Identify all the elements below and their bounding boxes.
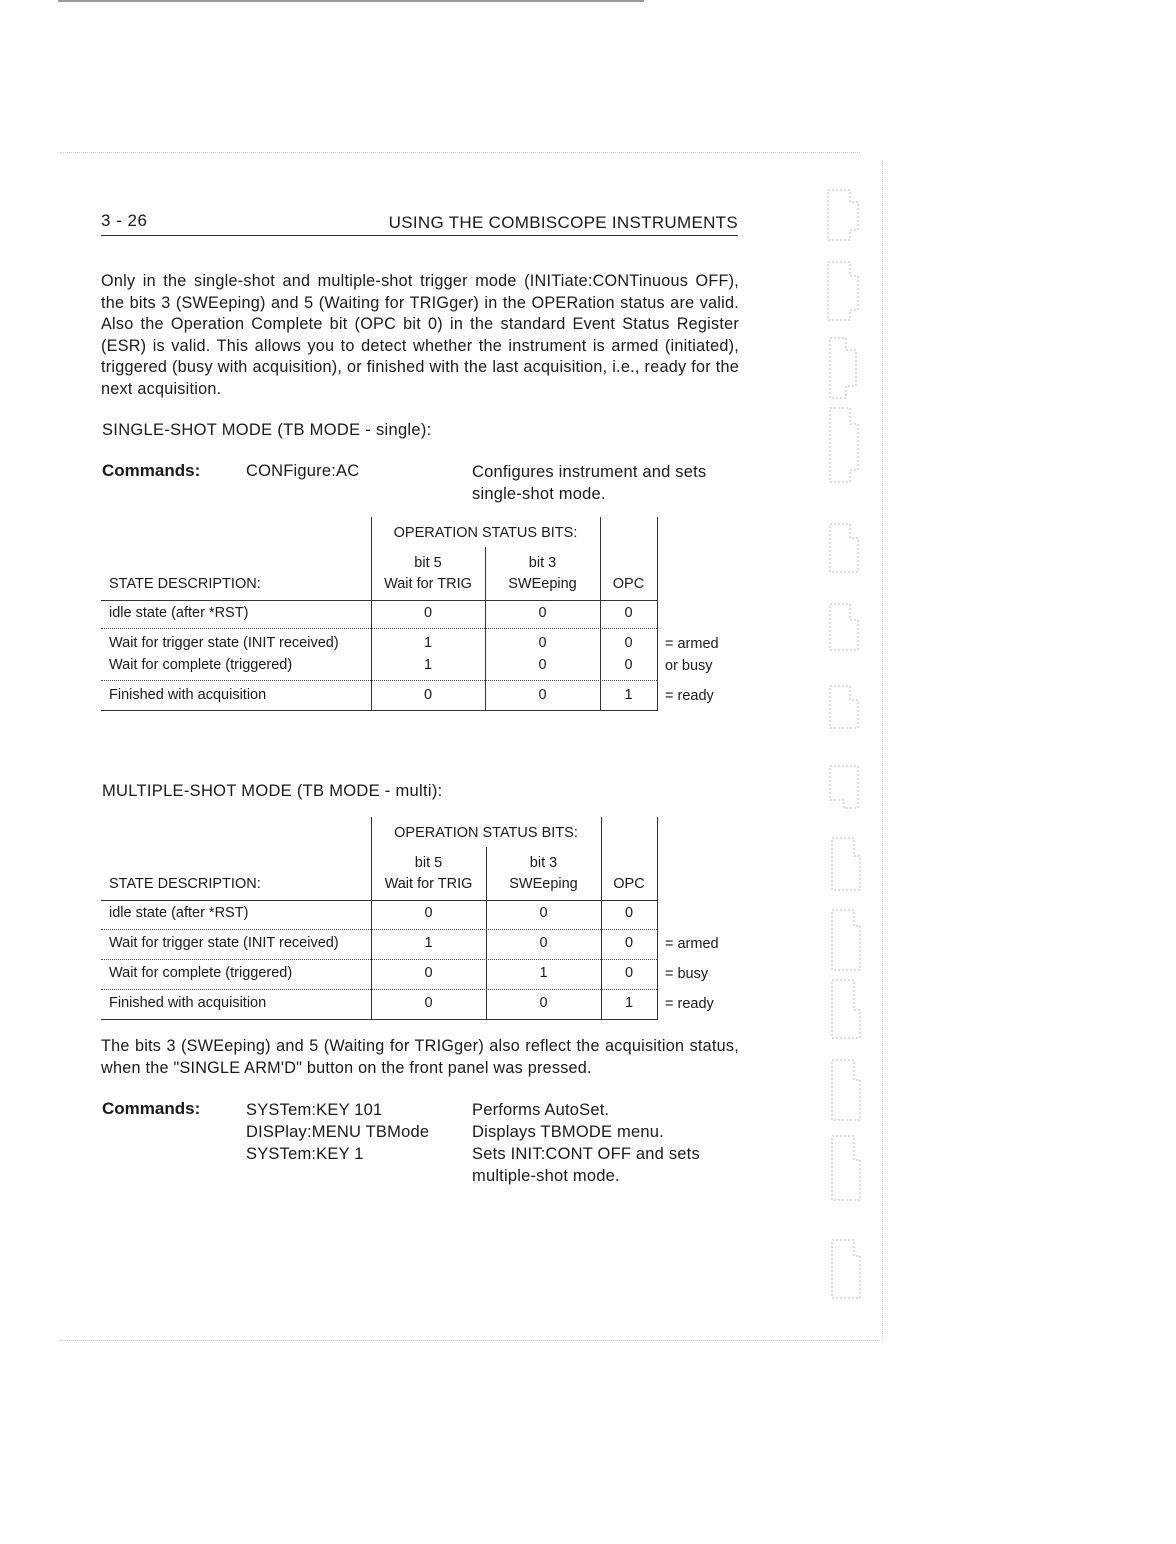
command-description-line: Configures instrument and sets [472,463,707,481]
group-header: OPERATION STATUS BITS: [394,825,578,841]
column-header: bit 5 [414,855,443,871]
command-description [472,461,742,505]
table-cell: 0 [424,965,433,981]
column-header: OPC [613,876,645,892]
table-cell: 0 [423,605,433,621]
table-rule [101,900,657,901]
closing-paragraph: The bits 3 (SWEeping) and 5 (Waiting for TRIGger) also reflect the acquisition status, when the "SINGLE ARM'D" button on the front panel was pressed. [101,1037,739,1077]
state-note: or busy [665,658,713,674]
table-cell: 1 [539,965,548,981]
table-cell: 0 [624,635,633,651]
state-note: = armed [665,636,719,652]
table-cell: 0 [539,905,548,921]
table-row-label: idle state (after *RST) [109,605,249,621]
table-row-label: Finished with acquisition [109,687,267,703]
command-code: SYSTem:KEY 1 [246,1145,364,1163]
table-row-label: Wait for trigger state (INIT received) [109,635,339,651]
scan-edge-line [58,0,644,2]
command-description: multiple-shot mode. [472,1167,620,1185]
table-row-label: Wait for trigger state (INIT received) [109,935,339,951]
table-cell: 0 [624,605,633,621]
table-cell: 1 [423,635,433,651]
commands-label: Commands: [102,461,201,480]
commands-label: Commands: [102,1099,201,1118]
table-divider [657,817,658,1020]
table-rule [101,628,657,629]
state-note: = busy [665,966,709,982]
table-cell: 0 [424,995,433,1011]
table-rule [101,959,657,960]
multi-shot-heading: MULTIPLE-SHOT MODE (TB MODE - multi): [102,782,443,800]
table-rule [101,989,657,990]
table-rule [101,710,657,711]
table-cell: 0 [624,905,634,921]
table-cell: 1 [423,657,433,673]
table-rule [101,929,657,930]
table-rule [101,680,657,681]
table-cell: 0 [423,687,433,703]
intro-paragraph: Only in the single-shot and multiple-shot trigger mode (INITiate:CONTinuous OFF), the bits 3 (SWEeping) and 5 (Waiting for TRIGger) in the OPERation status are valid. Also the Operation Complete bit (OPC bit 0) in the standard Event Status Register (ESR) is valid. This allows you to detect whether the instrument is armed (initiated), triggered (busy with acquisition), or finished with the last acquisition, i.e., ready for the next acquisition. [101,272,739,398]
column-header: bit 3 [529,855,558,871]
column-header: STATE DESCRIPTION: [109,876,261,892]
table-cell: 0 [424,905,433,921]
command-description-list [472,1099,742,1187]
table-row-label: Finished with acquisition [109,995,267,1011]
table-row-label: Wait for complete (triggered) [109,965,293,981]
state-note: = ready [665,688,714,704]
table-row-label: idle state (after *RST) [109,905,249,921]
scan-dotted-line-bottom [60,1340,880,1341]
command-description: Sets INIT:CONT OFF and sets [472,1145,700,1163]
table-row-label: Wait for complete (triggered) [109,657,293,673]
table-cell: 0 [538,657,547,673]
column-header: SWEeping [508,576,577,592]
table-cell: 0 [624,657,633,673]
command-description-line: single-shot mode. [472,485,606,503]
scan-dotted-line-right [882,160,883,1340]
table-cell: 0 [538,635,547,651]
table-cell: 0 [538,605,547,621]
command-code: DISPlay:MENU TBMode [246,1123,430,1141]
table-cell: 1 [424,935,433,951]
table-rule [101,1019,657,1020]
command-description: Performs AutoSet. [472,1101,610,1119]
table-cell: 1 [624,995,634,1011]
command-code: CONFigure:AC [246,462,360,480]
scan-dotted-line-top [60,152,860,153]
command-code-list [246,1099,429,1165]
page-number: 3 - 26 [101,211,148,230]
table-rule [101,600,657,601]
column-header: bit 5 [414,555,442,571]
table-cell: 1 [624,687,633,703]
group-header: OPERATION STATUS BITS: [393,525,578,541]
table-cell: 0 [538,687,547,703]
table-cell: 0 [539,935,548,951]
header-rule [101,235,738,236]
column-header: SWEeping [509,876,578,892]
tab-divider-outlines [820,180,880,1310]
running-title: USING THE COMBISCOPE INSTRUMENTS [388,213,738,232]
multi-shot-status-table [101,817,761,1020]
state-note: = ready [665,996,714,1012]
table-divider [657,517,658,711]
command-code: SYSTem:KEY 101 [246,1101,383,1119]
column-header: Wait for TRIG [384,876,473,892]
column-header: STATE DESCRIPTION: [109,576,261,592]
single-shot-heading: SINGLE-SHOT MODE (TB MODE - single): [102,421,432,439]
table-cell: 0 [539,995,548,1011]
command-description: Displays TBMODE menu. [472,1123,664,1141]
table-cell: 0 [624,965,634,981]
column-header: Wait for TRIG [384,576,472,592]
state-note: = armed [665,936,719,952]
column-header: OPC [612,576,645,592]
single-shot-status-table [101,517,761,711]
table-cell: 0 [624,935,634,951]
column-header: bit 3 [528,555,557,571]
